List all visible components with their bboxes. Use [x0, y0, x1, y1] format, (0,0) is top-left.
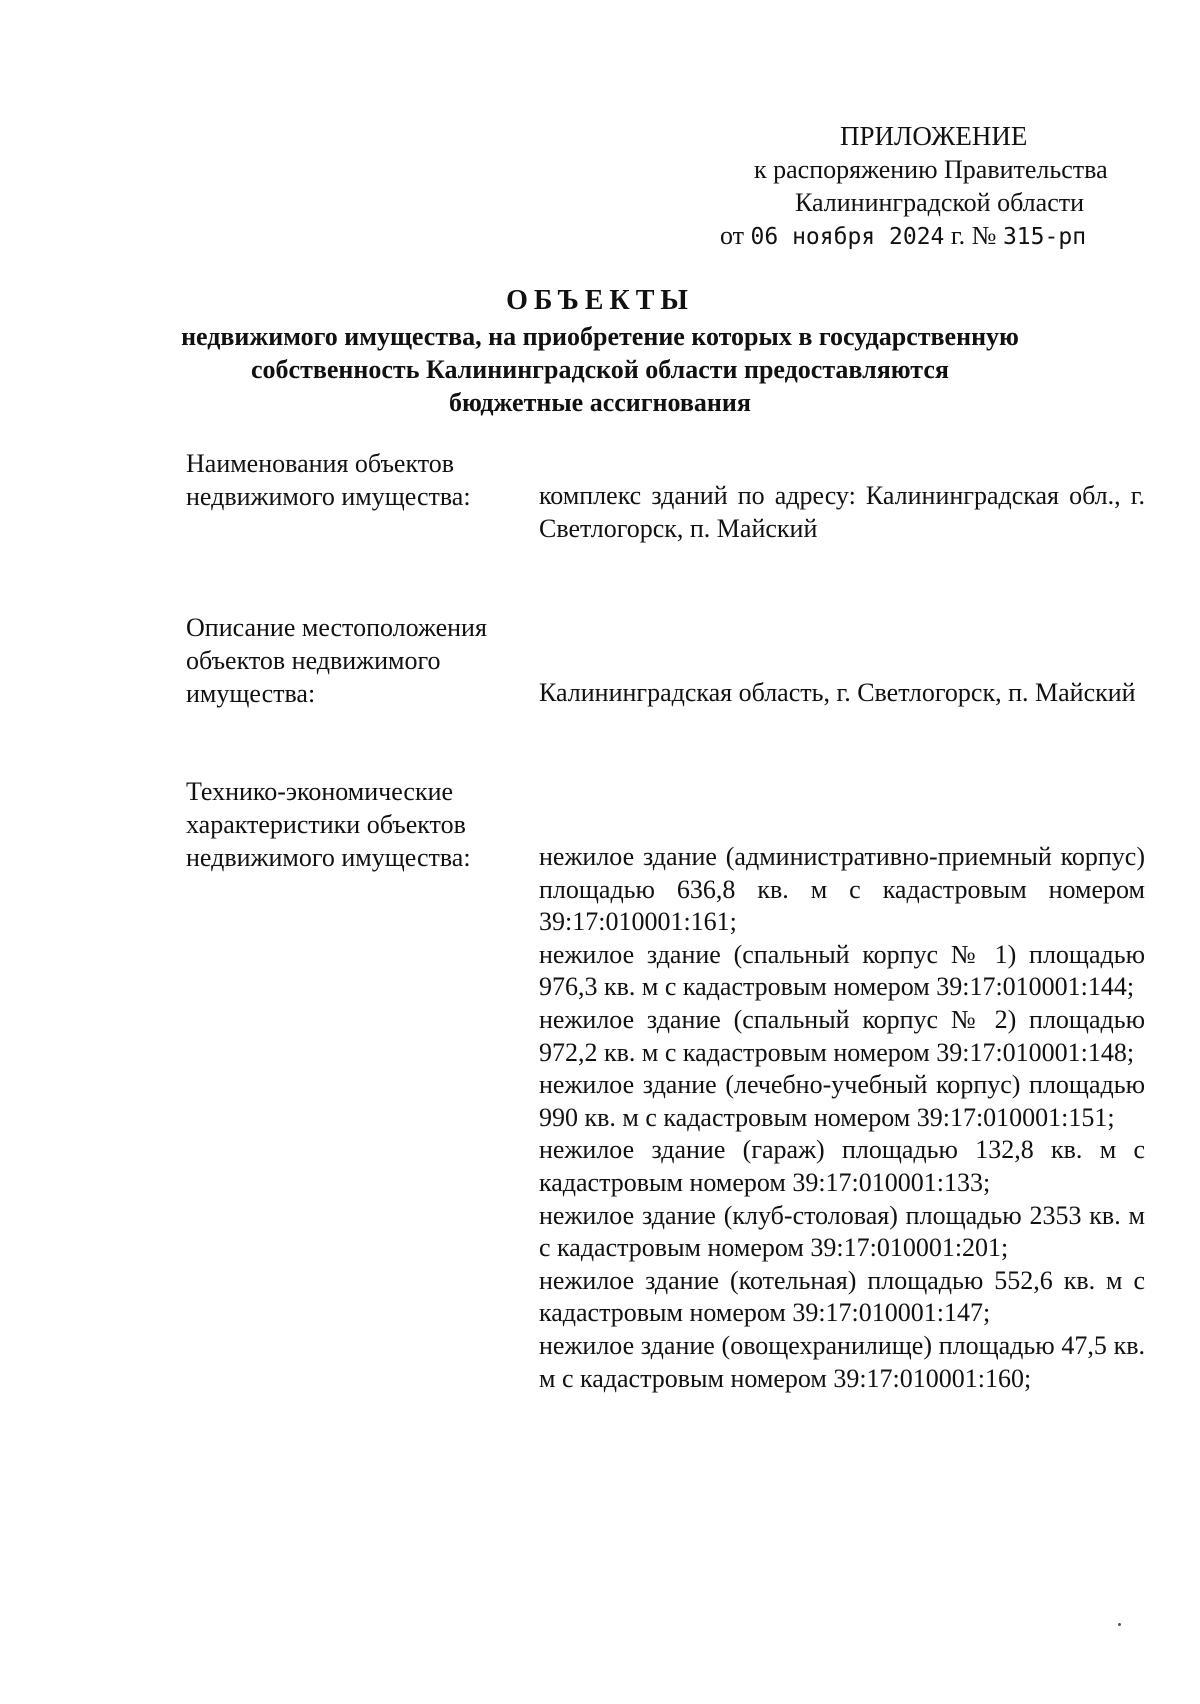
appendix-title: ПРИЛОЖЕНИЕ — [840, 121, 1028, 151]
label-line: Технико-экономические — [186, 777, 454, 806]
section-label — [186, 775, 526, 874]
appendix-line-order: к распоряжению Правительства — [754, 155, 1108, 184]
list-item: нежилое здание (котельная) площадью 552,6 кв. м с кадастровым номером 39:17:010001:147; — [539, 1265, 1145, 1328]
subtitle-line: собственность Калининградской области предоставляются — [250, 355, 949, 384]
label-line: недвижимого имущества: — [186, 482, 471, 511]
document-title: ОБЪЕКТЫ — [506, 285, 694, 316]
subtitle-line: недвижимого имущества, на приобретение которых в государственную — [181, 322, 1019, 351]
date-text: 06 ноября 2024 — [750, 224, 945, 250]
appendix-line-region: Калининградской области — [795, 188, 1085, 217]
label-line: объектов недвижимого — [186, 646, 441, 675]
order-number: 315-рп — [1002, 224, 1087, 250]
section-label — [186, 611, 526, 710]
list-item: нежилое здание (клуб-столовая) площадью 2353 кв. м с кадастровым номером 39:17:010001:201; — [539, 1200, 1145, 1263]
list-item: нежилое здание (лечебно-учебный корпус) площадью 990 кв. м с кадастровым номером 39:17:010001:151; — [539, 1070, 1145, 1132]
section-value — [539, 677, 1145, 710]
label-line: Наименования объектов — [186, 449, 455, 478]
label-line: Описание местоположения — [186, 613, 487, 642]
appendix-header — [700, 120, 1170, 254]
document-subtitle — [150, 320, 1050, 419]
appendix-date-line — [700, 219, 1170, 254]
list-item: нежилое здание (спальный корпус № 1) площадью 976,3 кв. м с кадастровым номером 39:17:010001:144; — [539, 939, 1145, 1002]
label-line: имущества: — [186, 679, 316, 708]
section-value — [539, 841, 1145, 1395]
location-value: Калининградская область, г. Светлогорск, п. Майский — [539, 678, 1136, 707]
section-value — [539, 480, 1145, 545]
names-value: комплекс зданий по адресу: Калининградская обл., г. Светлогорск, п. Майский — [539, 481, 1145, 543]
label-line: недвижимого имущества: — [186, 843, 471, 872]
list-item: нежилое здание (гараж) площадью 132,8 кв. м с кадастровым номером 39:17:010001:133; — [539, 1135, 1145, 1197]
label-line: характеристики объектов — [186, 810, 466, 839]
list-item: нежилое здание (административно-приемный корпус) площадью 636,8 кв. м с кадастровым номером 39:17:010001:161; — [539, 842, 1145, 937]
list-item: нежилое здание (спальный корпус № 2) площадью 972,2 кв. м с кадастровым номером 39:17:010001:148; — [539, 1004, 1145, 1067]
date-prefix: от — [720, 221, 745, 250]
year-suffix: г. № — [950, 221, 997, 250]
section-label — [186, 447, 526, 513]
subtitle-line: бюджетные ассигнования — [449, 388, 751, 417]
list-item: нежилое здание (овощехранилище) площадью 47,5 кв. м с кадастровым номером 39:17:010001:160; — [539, 1330, 1145, 1393]
scan-dot — [1118, 1623, 1121, 1626]
